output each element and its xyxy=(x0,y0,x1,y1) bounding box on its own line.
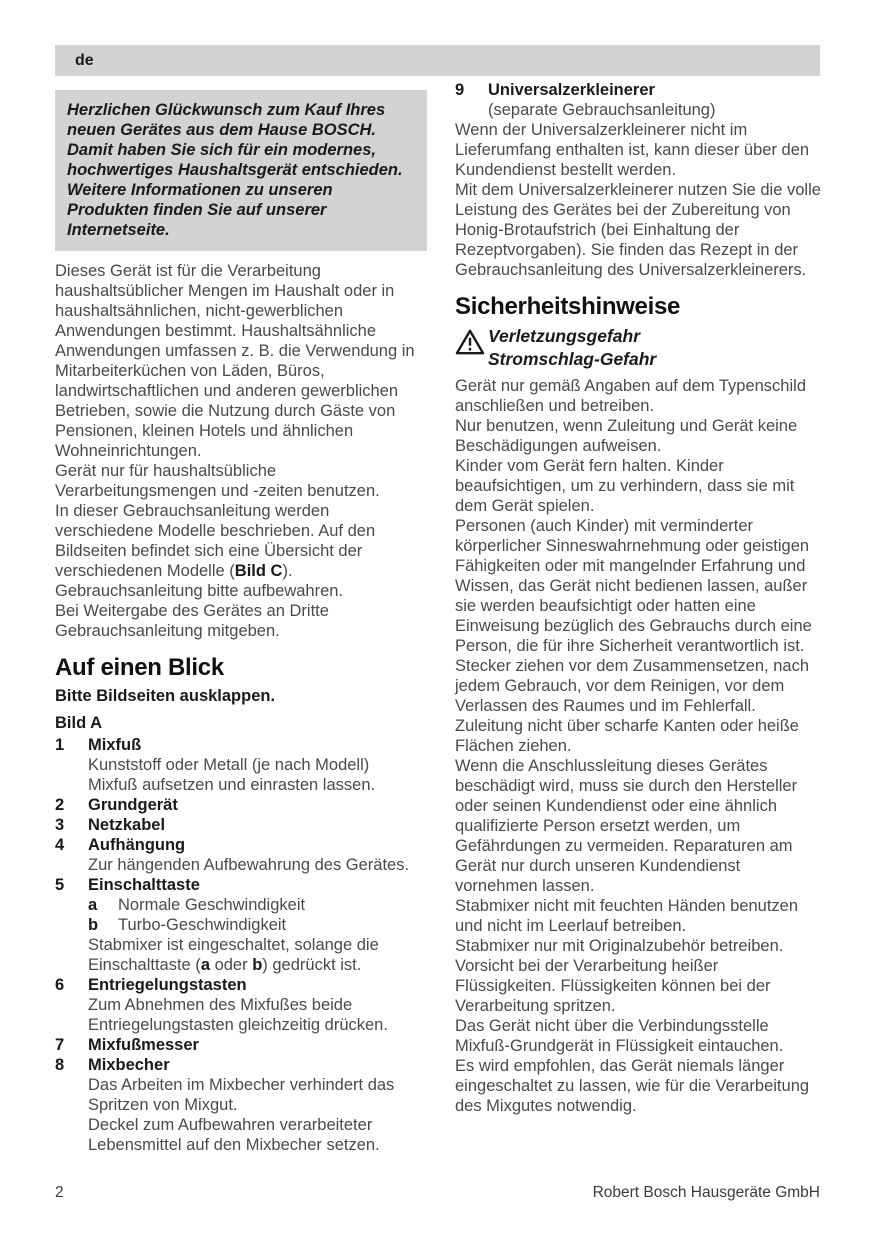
intro-paragraph-text: ). xyxy=(282,562,293,580)
item-body xyxy=(488,80,822,120)
safety-paragraph: Stabmixer nicht mit feuchten Händen benutzen und nicht im Leerlauf betreiben. xyxy=(455,897,799,935)
item-note-text: ) gedrückt ist. xyxy=(262,956,362,974)
item-title: Mixfuß xyxy=(88,736,142,754)
warning-line: Stromschlag-Gefahr xyxy=(488,349,657,369)
safety-paragraph: Zuleitung nicht über scharfe Kanten oder heiße Flächen ziehen. xyxy=(455,717,799,755)
item-title: Universalzerkleinerer xyxy=(488,81,655,99)
page-footer xyxy=(55,1184,820,1202)
page-number: 2 xyxy=(55,1184,64,1201)
sub-item-letter: a xyxy=(88,896,98,914)
item-description: Zur hängenden Aufbewahrung des Gerätes. xyxy=(88,856,410,874)
warning-triangle-icon xyxy=(455,325,488,371)
item-body xyxy=(88,795,427,815)
item-number: 1 xyxy=(55,736,65,754)
overview-instruction: Bitte Bildseiten ausklappen. xyxy=(55,687,276,705)
item-body xyxy=(88,1055,427,1155)
item-number: 5 xyxy=(55,876,65,894)
list-item xyxy=(55,875,427,975)
item-description: Das Arbeiten im Mixbecher verhindert das Spritzen von Mixgut. xyxy=(88,1076,395,1114)
list-item xyxy=(55,1055,427,1155)
item-title: Einschalttaste xyxy=(88,876,200,894)
item-number: 4 xyxy=(55,836,65,854)
safety-paragraph: Personen (auch Kinder) mit verminderter körperlicher Sinneswahrnehmung oder geistigen Fähigkeiten oder mit mangelnder Erfahrung und Wissen, das Gerät nicht bedienen lassen, außer sie werden beaufsichtigt oder hatten eine Einweisung bezüglich des Gebrauchs durch eine Person, die für ihre Sicherheit verantwortlich ist. xyxy=(455,517,812,655)
sub-item-text: Turbo-Geschwindigkeit xyxy=(118,916,287,934)
language-tab-bar xyxy=(55,45,820,76)
item-number: 2 xyxy=(55,796,65,814)
figure-reference: Bild C xyxy=(234,562,283,580)
item-description xyxy=(88,935,427,975)
accessory-paragraph: Mit dem Universalzerkleinerer nutzen Sie die volle Leistung des Gerätes bei der Zubereitung von Honig-Brotaufstrich (bei Einhaltung der Rezeptvorgaben). Sie finden das Rezept in der Gebrauchsanleitung des Universalzerkleinerers. xyxy=(455,181,821,279)
section-heading-safety: Sicherheitshinweise xyxy=(455,293,681,320)
item-number: 9 xyxy=(455,81,465,99)
intro-paragraph: Dieses Gerät ist für die Verarbeitung haushaltsüblicher Mengen im Haushalt oder in haushaltsähnlichen, nicht-gewerblichen Anwendungen bestimmt. Haushaltsähnliche Anwendungen umfassen z. B. die Verwendung in Mitarbeiterküchen von Läden, Büros, landwirtschaftlichen und anderen gewerblichen Betrieben, sowie die Nutzung durch Gäste von Pensionen, kleinen Hotels und ähnlichen Wohneinrichtungen. xyxy=(55,262,415,460)
item-body xyxy=(88,735,427,795)
list-item xyxy=(55,835,427,875)
button-b-reference: b xyxy=(252,956,263,974)
figure-label: Bild A xyxy=(55,714,103,732)
item-title: Aufhängung xyxy=(88,836,186,854)
item-title: Mixbecher xyxy=(88,1056,170,1074)
item-subtitle: (separate Gebrauchsanleitung) xyxy=(488,101,716,119)
language-label: de xyxy=(75,51,94,69)
congratulations-box: Herzlichen Glückwunsch zum Kauf Ihres neuen Gerätes aus dem Hause BOSCH. Damit haben Sie sich für ein modernes, hochwertiges Haushaltsgerät entschieden. Weitere Informationen zu unseren Produkten finden Sie auf unserer Internetseite. xyxy=(55,90,427,251)
sub-item-letter: b xyxy=(88,916,99,934)
list-item xyxy=(55,735,427,795)
list-item xyxy=(55,975,427,1035)
sub-item-text: Normale Geschwindigkeit xyxy=(118,896,306,914)
safety-paragraph: Kinder vom Gerät fern halten. Kinder beaufsichtigen, um zu verhindern, dass sie mit dem Gerät spielen. xyxy=(455,457,795,515)
safety-paragraph: Stabmixer nur mit Originalzubehör betreiben. xyxy=(455,937,784,955)
intro-paragraph xyxy=(55,501,427,581)
intro-paragraph: Bei Weitergabe des Gerätes an Dritte Gebrauchsanleitung mitgeben. xyxy=(55,602,329,640)
item-title: Grundgerät xyxy=(88,796,178,814)
safety-paragraph: Das Gerät nicht über die Verbindungsstelle Mixfuß-Grundgerät in Flüssigkeit eintauchen. xyxy=(455,1017,784,1055)
list-item xyxy=(455,80,822,120)
safety-paragraph: Vorsicht bei der Verarbeitung heißer Flüssigkeiten. Flüssigkeiten können bei der Verarbeitung spritzen. xyxy=(455,957,771,1015)
item-body xyxy=(88,975,427,1035)
warning-text xyxy=(488,325,656,371)
accessory-paragraph: Wenn der Universalzerkleinerer nicht im Lieferumfang enthalten ist, kann dieser über den Kundendienst bestellt werden. xyxy=(455,121,810,179)
company-name: Robert Bosch Hausgeräte GmbH xyxy=(592,1184,820,1201)
item-description: Zum Abnehmen des Mixfußes beide Entriegelungstasten gleichzeitig drücken. xyxy=(88,996,388,1034)
safety-paragraph: Nur benutzen, wenn Zuleitung und Gerät keine Beschädigungen aufweisen. xyxy=(455,417,798,455)
button-a-reference: a xyxy=(200,956,210,974)
item-number: 3 xyxy=(55,816,65,834)
item-title: Entriegelungstasten xyxy=(88,976,247,994)
item-number: 8 xyxy=(55,1056,65,1074)
item-body xyxy=(88,835,427,875)
item-number: 7 xyxy=(55,1036,65,1054)
list-item xyxy=(55,815,427,835)
item-body xyxy=(88,815,427,835)
right-column xyxy=(455,80,822,1116)
item-body xyxy=(88,1035,427,1055)
left-column xyxy=(55,90,427,1155)
safety-paragraph: Stecker ziehen vor dem Zusammensetzen, nach jedem Gebrauch, vor dem Reinigen, vor dem Verlassen des Raumes und im Fehlerfall. xyxy=(455,657,810,715)
item-description: Kunststoff oder Metall (je nach Modell) xyxy=(88,756,370,774)
section-heading-overview: Auf einen Blick xyxy=(55,654,224,681)
sub-item xyxy=(88,895,427,915)
intro-paragraph: Gerät nur für haushaltsübliche Verarbeitungsmengen und -zeiten benutzen. xyxy=(55,462,380,500)
intro-paragraph: Gebrauchsanleitung bitte aufbewahren. xyxy=(55,582,344,600)
safety-paragraph: Gerät nur gemäß Angaben auf dem Typenschild anschließen und betreiben. xyxy=(455,377,806,415)
safety-paragraph: Es wird empfohlen, das Gerät niemals länger eingeschaltet zu lassen, wie für die Verarbeitung des Mixgutes notwendig. xyxy=(455,1057,810,1115)
list-item xyxy=(55,795,427,815)
item-title: Mixfußmesser xyxy=(88,1036,199,1054)
intro-paragraph-text: In dieser Gebrauchsanleitung werden verschiedene Modelle beschrieben. Auf den Bildseiten befindet sich eine Übersicht der verschiedenen Modelle ( xyxy=(55,502,376,580)
warning-line: Verletzungsgefahr xyxy=(488,326,641,346)
item-title: Netzkabel xyxy=(88,816,166,834)
safety-paragraph: Wenn die Anschlussleitung dieses Gerätes beschädigt wird, muss sie durch den Hersteller oder seinen Kundendienst oder eine ähnlich qualifizierte Person ersetzt werden, um Gefährdungen zu vermeiden. Reparaturen am Gerät nur durch unseren Kundendienst vornehmen lassen. xyxy=(455,757,798,895)
item-body xyxy=(88,875,427,975)
sub-item xyxy=(88,915,427,935)
item-description: Deckel zum Aufbewahren verarbeiteter Lebensmittel auf den Mixbecher setzen. xyxy=(88,1116,380,1154)
item-note-text: Stabmixer ist eingeschaltet, solange die Einschalttaste ( xyxy=(88,936,379,974)
item-number: 6 xyxy=(55,976,65,994)
list-item xyxy=(55,1035,427,1055)
item-note-text: oder xyxy=(210,956,253,974)
item-description: Mixfuß aufsetzen und einrasten lassen. xyxy=(88,776,376,794)
warning-block xyxy=(455,325,822,371)
